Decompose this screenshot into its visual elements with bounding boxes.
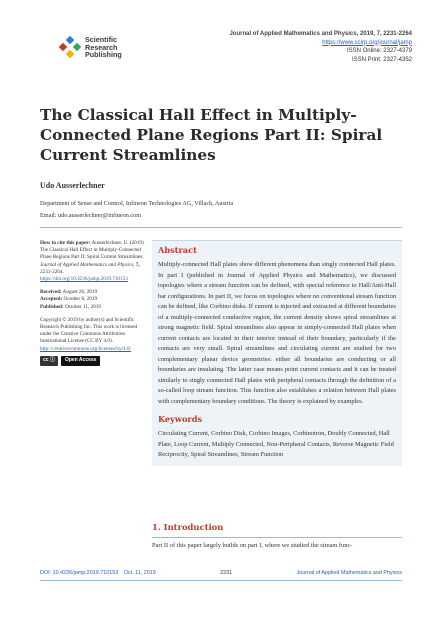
author-name: Udo Ausserlechner	[40, 181, 105, 190]
citation-block	[40, 240, 150, 283]
page-number: 2231	[220, 570, 233, 576]
intro-divider	[152, 537, 402, 538]
open-access-badge[interactable]: Open Access	[61, 356, 101, 366]
abstract-panel	[152, 240, 402, 466]
issn-print: ISSN Print: 2327-4352	[351, 56, 412, 63]
received-label: Received:	[40, 289, 62, 296]
cc-by-badge-icon[interactable]: cc ⓘ	[40, 356, 58, 366]
publisher-logo[interactable]	[60, 36, 122, 59]
journal-url-link[interactable]: https://www.scirp.org/journal/jamp	[322, 39, 412, 46]
footer-journal: Journal of Applied Mathematics and Physics	[296, 570, 402, 576]
author-affiliation: Department of Sense and Control, Infineon Technologies AG, Villach, Austria	[40, 200, 234, 207]
footer-doi[interactable]: DOI: 10.4236/jamp.2019.710153	[40, 570, 119, 576]
publisher-name: Scientific Research Publishing	[85, 35, 122, 60]
dates-block	[40, 289, 150, 311]
license-link[interactable]: http://creativecommons.org/licenses/by/4.0/	[40, 345, 131, 352]
abstract-box	[152, 240, 402, 466]
intro-text: Part II of this paper largely builds on part I, where we studied the stream func-	[152, 542, 353, 549]
intro-heading: 1. Introduction	[152, 522, 224, 532]
journal-citation: Journal of Applied Mathematics and Physics, 2019, 7, 2231-2264	[229, 31, 412, 37]
published-label: Published:	[40, 303, 64, 310]
abstract-heading: Abstract	[158, 245, 197, 255]
scirp-logo-icon	[60, 37, 80, 57]
journal-header	[229, 30, 412, 64]
issn-online: ISSN Online: 2327-4379	[346, 48, 412, 55]
published-date: October 11, 2019	[64, 303, 101, 310]
copyright-text: Copyright © 2019 by author(s) and Scientific Research Publishing Inc. This work is licensed under the Creative Commons Attribution International License (CC BY 4.0).	[40, 316, 138, 345]
received-date: August 26, 2019	[62, 289, 98, 296]
accepted-date: October 8, 2019	[63, 296, 98, 303]
page-footer	[40, 570, 402, 576]
cite-journal: Journal of Applied Mathematics and Physics,	[40, 261, 135, 268]
abstract-text: Multiply-connected Hall plates show different phenomena than singly connected Hall plates. In part I (published in Journal of Applied Physics and Mathematics), we discussed topologies where a stream function can be defined, with special reference to Hall/Anti-Hall bar configurations. In part II, we focus on topologies where no conventional stream function can be defined, like Corbino disks. If current is injected and extracted at different boundaries of a multiply-connected conductive region, the current density shows spiral streamlines at strong magnetic field. Spiral streamlines also appear in simply-connected Hall plates when current contacts are located in their interior instead of their boundary, particularly if the contacts are very small. Spiral streamlines and circulating current are studied for two complementary planar device geometries: either all boundaries are conducting or all boundaries are insulating. The latter case means point current contacts and it can be treated similarly to singly connected Hall plates with peripheral contacts through the definition of a so-called loop stream function. This function also establishes a relation between Hall plates with complementary boundary conditions. The theory is explained by examples.	[158, 261, 396, 405]
footer-date: Oct. 11, 2019	[123, 570, 156, 576]
cite-pages: 2231-2264.	[40, 268, 64, 275]
cite-doi-link[interactable]: https://doi.org/10.4236/jamp.2019.710153	[40, 276, 128, 283]
accepted-label: Accepted:	[40, 296, 63, 303]
cite-text: Ausserlechner, U. (2019) The Classical Hall Effect in Multiply-Connected Plane Regions Part II: Spiral Current Streamlines.	[40, 240, 144, 261]
paper-title: The Classical Hall Effect in Multiply-Connected Plane Regions Part II: Spiral Current Streamlines	[40, 106, 383, 164]
copyright-block	[40, 317, 150, 366]
header-divider	[40, 227, 402, 228]
footer-divider	[40, 580, 402, 581]
author-email[interactable]: Email: udo.ausserlechner@infineon.com	[40, 212, 142, 219]
keywords-heading: Keywords	[158, 414, 203, 424]
keywords-text: Circulating Current, Corbino Disk, Corbino Images, Corbinotron, Doubly Connected, Hall Plate, Loop Current, Multiply Connected, Non-Peripheral Contacts, Reverse Magnetic Field Reciprocity, Spiral Streamlines, Stream Function	[158, 430, 394, 458]
article-info-sidebar	[40, 240, 150, 372]
cite-label: How to cite this paper:	[40, 240, 91, 246]
cite-volume: 7,	[135, 261, 140, 268]
